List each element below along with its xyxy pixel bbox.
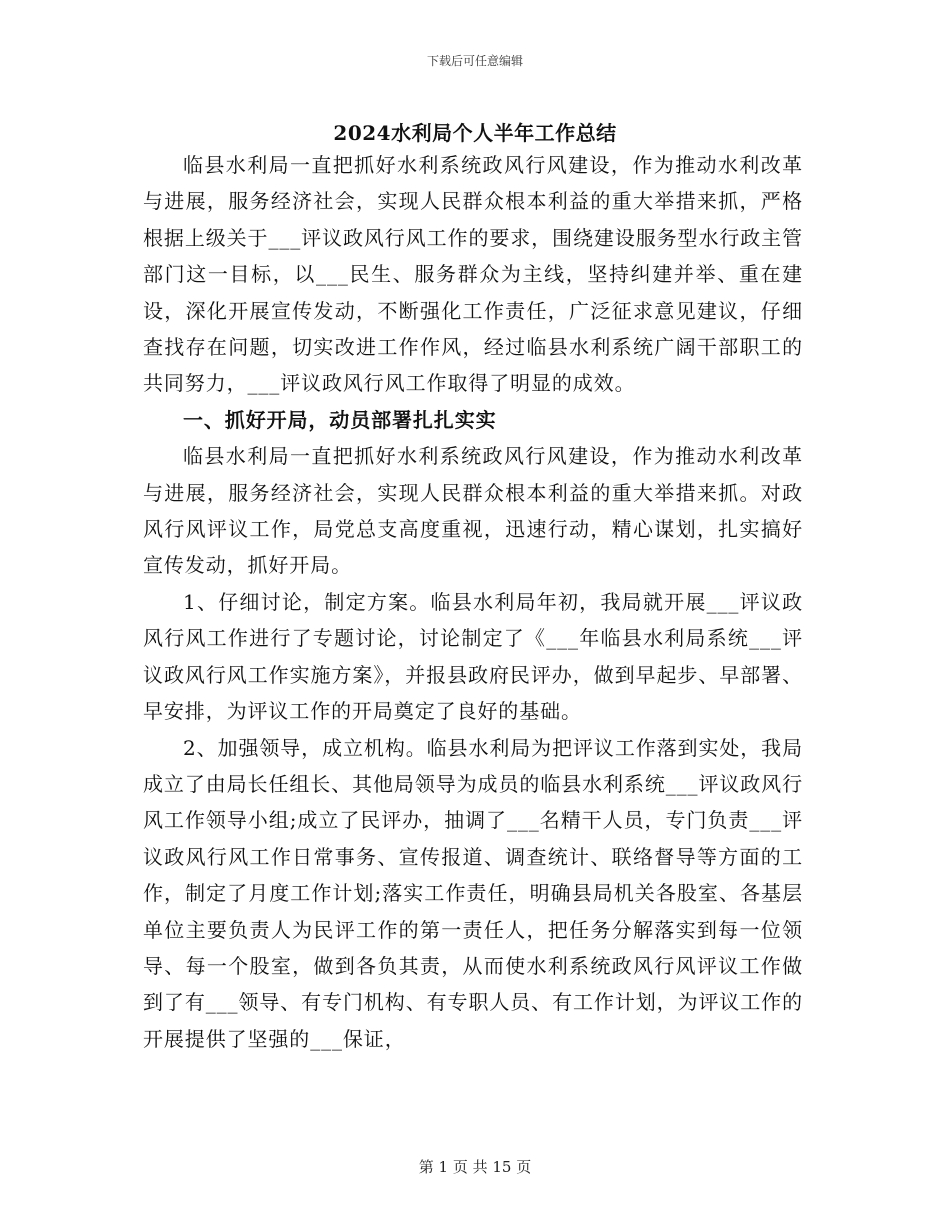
paragraph-intro: 临县水利局一直把抓好水利系统政风行风建设，作为推动水利改革与进展，服务经济社会，实现人民群众根本利益的重大举措来抓，严格根据上级关于___评议政风行风工作的要求，围绕建设服务型水行政主管部门这一目标，以___民生、服务群众为主线，坚持纠建并举、重在建设，深化开展宣传发动，不断强化工作责任，广泛征求意见建议，仔细查找存在问题，切实改进工作作风，经过临县水利系统广阔干部职工的共同努力，___评议政风行风工作取得了明显的成效。 xyxy=(143,153,803,396)
header-note: 下载后可任意编辑 xyxy=(426,54,523,68)
paragraph-item-1: 1、仔细讨论，制定方案。临县水利局年初，我局就开展___评议政风行风工作进行了专题讨论，讨论制定了《___年临县水利局系统___评议政风行风工作实施方案》，并报县政府民评办，做到早起步、早部署、早安排，为评议工作的开局奠定了良好的基础。 xyxy=(143,589,803,724)
section-heading-1: 一、抓好开局，动员部署扎扎实实 xyxy=(183,407,497,432)
document-body xyxy=(143,147,803,1057)
paragraph-section-1: 临县水利局一直把抓好水利系统政风行风建设，作为推动水利改革与进展，服务经济社会，实现人民群众根本利益的重大举措来抓。对政风行风评议工作，局党总支高度重视，迅速行动，精心谋划，扎实搞好宣传发动，抓好开局。 xyxy=(143,444,803,578)
document-title: 2024水利局个人半年工作总结 xyxy=(333,121,617,145)
page-number: 第 1 页 共 15 页 xyxy=(418,1158,532,1176)
paragraph-item-2: 2、加强领导，成立机构。临县水利局为把评议工作落到实处，我局成立了由局长任组长、其他局领导为成员的临县水利系统___评议政风行风工作领导小组;成立了民评办，抽调了___名精干人员，专门负责___评议政风行风工作日常事务、宣传报道、调查统计、联络督导等方面的工作，制定了月度工作计划;落实工作责任，明确县局机关各股室、各基层单位主要负责人为民评工作的第一责任人，把任务分解落实到每一位领导、每一个股室，做到各负其责，从而使水利系统政风行风评议工作做到了有___领导、有专门机构、有专职人员、有工作计划，为评议工作的开展提供了坚强的___保证， xyxy=(143,735,803,1051)
